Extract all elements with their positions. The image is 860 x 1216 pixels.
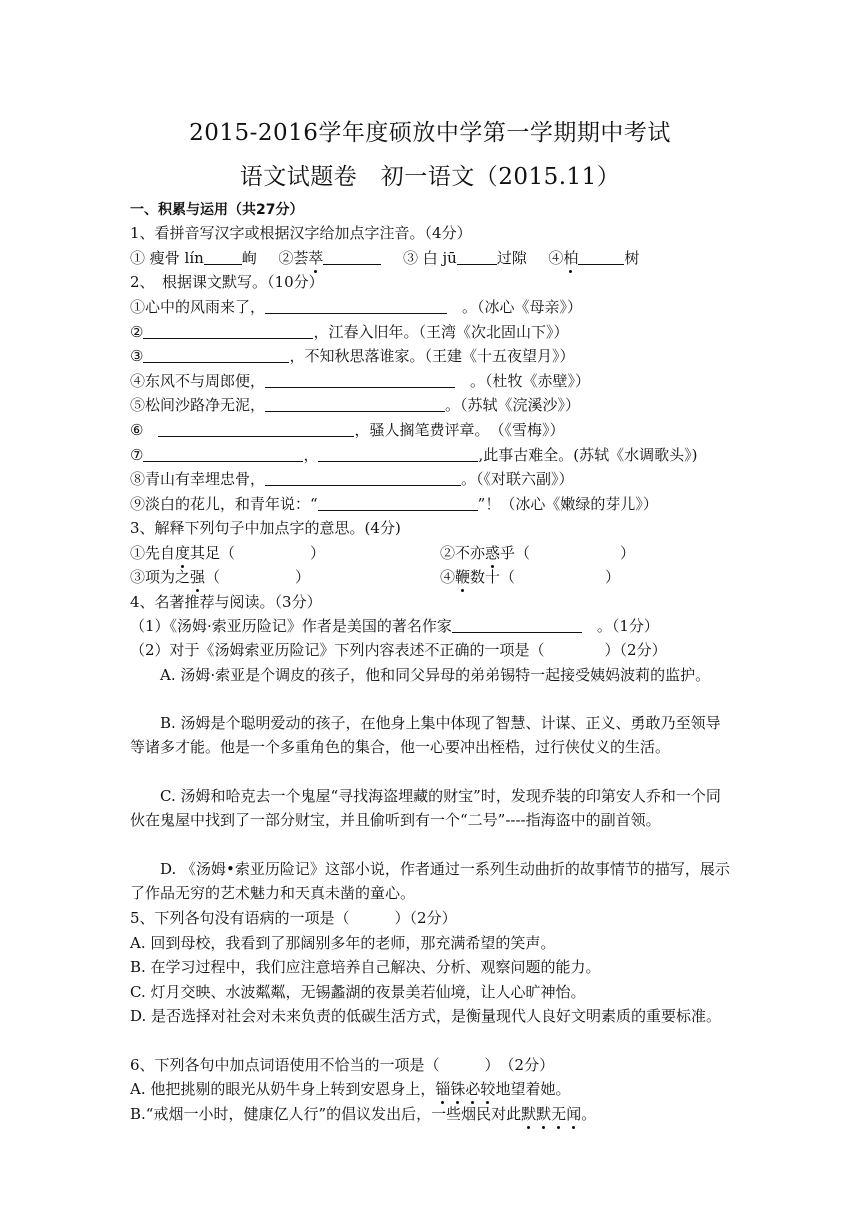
q3-b-dotted: 惑 — [485, 544, 501, 562]
emphasis-char: 铢 — [450, 1080, 466, 1098]
q2-l2-blank — [143, 322, 313, 339]
q2-l8-blank — [265, 469, 461, 486]
q1-b-blank — [323, 248, 381, 265]
q2-l3-source: ，不知秋思落谁家。（王建《十五夜望月》） — [289, 347, 575, 365]
q2-line-4 — [130, 369, 740, 393]
q3-c-text: ③项为之 — [130, 568, 191, 586]
q4-s1-text: （1）《汤姆·索亚历险记》作者是美国的著名作家 — [130, 617, 452, 635]
q3-b-text: ②不亦 — [440, 544, 486, 562]
question-1-items — [130, 246, 740, 270]
q4-option-d: D. 《汤姆•索亚历险记》这部小说，作者通过一系列生动曲折的故事情节的描写，展示了作品无穷的艺术魅力和天真未凿的童心。 — [130, 860, 730, 902]
q3-d-paren: 数十（ ） — [470, 568, 621, 586]
q2-l6-text: ⑥ — [130, 421, 144, 439]
question-3-stem: 3、解释下列句子中加点字的意思。(4分) — [130, 519, 401, 537]
q2-l7-text: ⑦ — [130, 446, 144, 464]
q2-line-5 — [130, 393, 740, 417]
q1-a-blank — [204, 248, 242, 265]
q3-d-text: ④ — [440, 568, 456, 586]
q4-s1-points: 。（1分） — [596, 617, 659, 635]
q5-option-c: C. 灯月交映、水波粼粼，无锡蠡湖的夜景美若仙境，让人心旷神怡。 — [130, 983, 586, 1001]
q2-l7-blank-b — [318, 445, 478, 462]
q4-s1-blank — [452, 616, 582, 633]
q3-c-paren: （ ） — [205, 568, 311, 586]
q6-a-text: A. 他把挑剔的眼光从奶牛身上转到安恩身上， — [130, 1080, 436, 1098]
q1-d-text: ④ — [548, 249, 564, 267]
q2-l7-blank-a — [143, 445, 303, 462]
q6-b-suffix: 。 — [581, 1105, 597, 1123]
q2-l1-source: 。（冰心《母亲》） — [462, 298, 583, 316]
q4-sub-2: （2）对于《汤姆索亚历险记》下列内容表述不正确的一项是（ ）（2分） — [130, 641, 667, 659]
emphasis-char: 必 — [465, 1080, 481, 1098]
exam-title: 2015-2016学年度硕放中学第一学期期中考试 — [189, 120, 671, 146]
question-1-stem: 1、看拼音写汉字或根据汉字给加点字注音。（4分） — [130, 224, 472, 242]
q2-l3-blank — [143, 346, 289, 363]
q4-option-b: B. 汤姆是个聪明爱动的孩子，在他身上集中体现了智慧、计谋、正义、勇敢乃至领导等诸多才能。他是一个多重角色的集合，他一心要冲出桎梏，过行侠仗义的生活。 — [130, 714, 721, 756]
q1-b-text: ②荟 — [278, 249, 309, 267]
q1-a-text: ① 瘦骨 lín — [130, 249, 204, 267]
q2-l2-source: ，江春入旧年。（王湾《次北固山下》） — [313, 323, 569, 341]
q2-line-9 — [130, 492, 740, 516]
q3-a-text: ①先自 — [130, 544, 176, 562]
q1-c-blank — [457, 248, 497, 265]
q2-l1-text: ①心中的风雨来了， — [130, 298, 266, 316]
q2-l4-blank — [265, 371, 455, 388]
question-5-stem: 5、下列各句没有语病的一项是（ ）（2分） — [130, 909, 457, 927]
q4-option-c: C. 汤姆和哈克去一个鬼屋“寻找海盗埋藏的财宝”时，发现乔装的印第安人乔和一个同伙在鬼屋中找到了一部分财宝，并且偷听到有一个“二号”----指海盗中的副首领。 — [130, 787, 721, 829]
q3-row-2 — [130, 565, 740, 589]
q1-b-dotted: 萃 — [308, 249, 324, 267]
question-2-stem: 2、 根据课文默写。（10分） — [130, 273, 324, 291]
q5-option-d: D. 是否选择对社会对未来负责的低碳生活方式，是衡量现代人良好文明素质的重要标准。 — [130, 1007, 722, 1025]
q1-d-suffix: 树 — [624, 249, 640, 267]
q3-a-dotted: 度 — [175, 544, 191, 562]
q1-d-blank — [578, 248, 624, 265]
q1-c-text: ③ 白 jū — [402, 249, 457, 267]
q3-d-dotted: 鞭 — [455, 568, 471, 586]
q2-l1-blank — [265, 297, 447, 314]
q4-sub-1 — [130, 614, 740, 638]
emphasis-char: 锱 — [435, 1080, 451, 1098]
q2-l9-source: ”！（冰心《嫩绿的芽儿》） — [477, 495, 658, 513]
q2-l7-source: ,此事古难全。(苏轼《水调歌头》) — [478, 446, 698, 464]
q6-b-dotted-word — [521, 1105, 581, 1123]
q3-a-paren: 其足（ ） — [190, 544, 326, 562]
q1-a-suffix: 峋 — [241, 249, 257, 267]
q2-l2-text: ② — [130, 323, 144, 341]
q2-l9-blank — [318, 494, 478, 511]
exam-subtitle: 语文试题卷 初一语文（2015.11） — [239, 164, 621, 190]
q2-l6-blank — [158, 420, 354, 437]
q6-option-b — [130, 1102, 740, 1126]
q2-line-8 — [130, 467, 740, 491]
q6-option-a — [130, 1077, 740, 1101]
q1-c-suffix: 过隙 — [496, 249, 527, 267]
q5-option-b: B. 在学习过程中，我们应注意培养自己解决、分析、观察问题的能力。 — [130, 958, 601, 976]
q3-b-paren: 乎（ ） — [500, 544, 636, 562]
q6-b-text: B.“戒烟一小时，健康亿人行”的倡议发出后，一些烟民对此 — [130, 1105, 522, 1123]
q3-row-1 — [130, 541, 740, 565]
q2-l6-source: ，骚人搁笔费评章。 （《雪梅》） — [354, 421, 565, 439]
q2-line-3 — [130, 344, 740, 368]
question-6-stem: 6、下列各句中加点词语使用不恰当的一项是（ ） （2分） — [130, 1056, 555, 1074]
q2-l4-text: ④东风不与周郎便， — [130, 372, 266, 390]
q6-a-dotted-word — [435, 1080, 495, 1098]
emphasis-char: 闻 — [566, 1105, 582, 1123]
emphasis-char: 无 — [551, 1105, 567, 1123]
q2-l4-source: 。（杜牧《赤壁》） — [470, 372, 591, 390]
q2-l9-text: ⑨淡白的花儿，和青年说：“ — [130, 495, 318, 513]
emphasis-char: 较 — [480, 1080, 496, 1098]
emphasis-char: 默 — [521, 1105, 537, 1123]
q2-l5-source: 。（苏轼《浣溪沙》） — [445, 396, 581, 414]
q2-l5-text: ⑤松间沙路净无泥， — [130, 396, 266, 414]
q6-a-suffix: 地望着她。 — [495, 1080, 571, 1098]
section-heading: 一、积累与运用（共27分） — [130, 202, 304, 218]
q2-l3-text: ③ — [130, 347, 144, 365]
q1-d-dotted: 柏 — [563, 249, 579, 267]
q2-line-6 — [130, 418, 740, 442]
q2-l7-comma: ， — [303, 446, 319, 464]
q2-l8-text: ⑧青山有幸埋忠骨， — [130, 470, 266, 488]
q2-l5-blank — [265, 395, 445, 412]
q5-option-a: A. 回到母校，我看到了那阔别多年的老师，那充满希望的笑声。 — [130, 934, 556, 952]
q3-c-dotted: 强 — [190, 568, 206, 586]
emphasis-char: 默 — [536, 1105, 552, 1123]
q2-l8-source: 。（《对联六副》） — [461, 470, 574, 488]
q2-line-7 — [130, 443, 740, 467]
question-4-stem: 4、名著推荐与阅读。（3分） — [130, 593, 322, 611]
q2-line-1 — [130, 295, 740, 319]
q2-line-2 — [130, 320, 740, 344]
q4-option-a: A. 汤姆·索亚是个调皮的孩子，他和同父异母的弟弟锡特一起接受姨妈波莉的监护。 — [160, 666, 711, 684]
